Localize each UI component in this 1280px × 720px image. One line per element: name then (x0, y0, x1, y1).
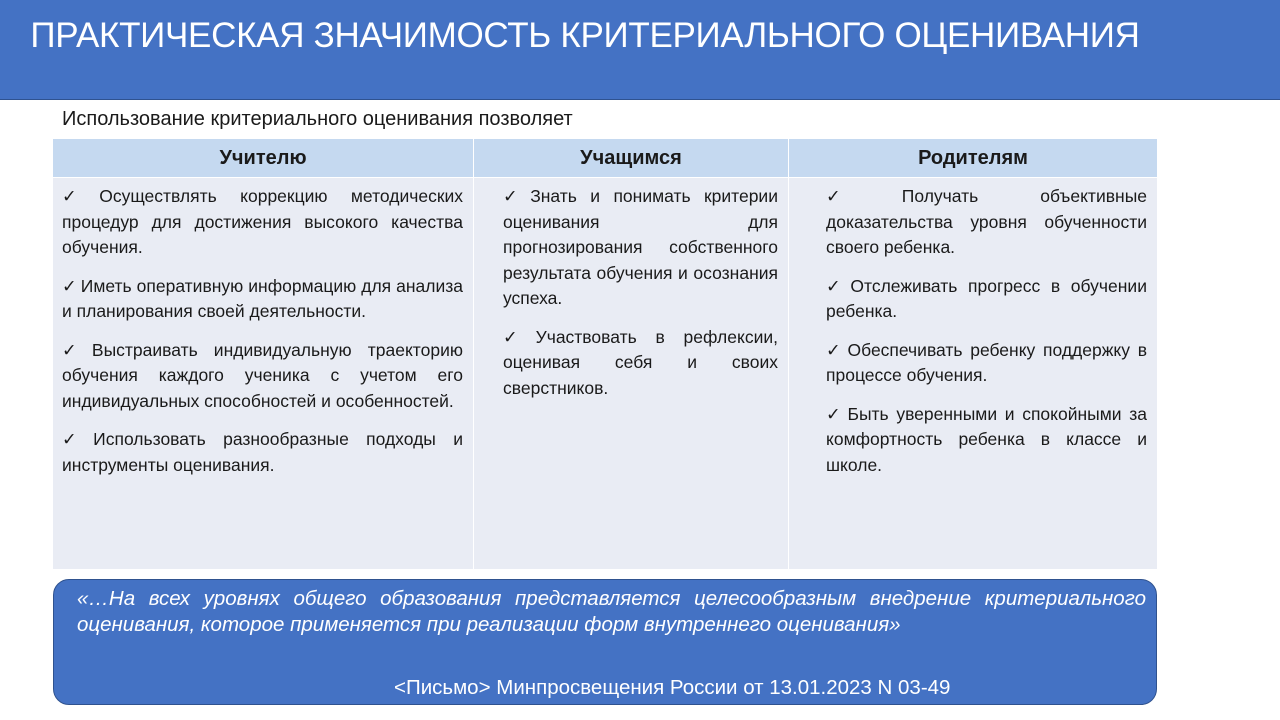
column-header-parents: Родителям (789, 139, 1157, 177)
title-banner (0, 0, 1280, 100)
list-item: ✓ Знать и понимать критерии оценивания для прогнозирования собственного результата обучения и осознания успеха. (503, 186, 778, 308)
list-item: ✓ Осуществлять коррекцию методических процедур для достижения высокого качества обучения. (62, 186, 463, 257)
checkmark-icon: ✓ (62, 186, 96, 206)
checkmark-icon: ✓ (503, 326, 532, 347)
checkmark-icon: ✓ (62, 339, 88, 360)
checkmark-icon: ✓ (826, 403, 844, 424)
checkmark-icon: ✓ (826, 339, 844, 360)
quote-box (53, 579, 1157, 705)
list-item: ✓ Выстраивать индивидуальную траекторию обучения каждого ученика с учетом его индивидуальных способностей и особенностей. (62, 339, 463, 411)
column-body-students (474, 178, 789, 569)
column-header-teacher: Учителю (53, 139, 474, 177)
list-item: ✓ Иметь оперативную информацию для анализа и планирования своей деятельности. (62, 275, 463, 321)
quote-text: «…На всех уровнях общего образования представляется целесообразным внедрение критериального оценивания, которое применяется при реализации форм внутреннего оценивания» (77, 587, 1146, 636)
checkmark-icon: ✓ (826, 275, 847, 296)
list-item: ✓ Отслеживать прогресс в обучении ребенка. (826, 275, 1147, 321)
list-item: ✓ Использовать разнообразные подходы и инструменты оценивания. (62, 429, 463, 475)
column-body-teacher (53, 178, 474, 569)
list-item: ✓ Быть уверенными и спокойными за комфортность ребенка в классе и школе. (826, 403, 1147, 475)
checkmark-icon: ✓ (62, 275, 77, 296)
list-item: ✓ Получать объективные доказательства уровня обученности своего ребенка. (826, 186, 1147, 257)
checkmark-icon: ✓ (62, 429, 90, 449)
criteria-table (53, 139, 1157, 569)
slide-title: ПРАКТИЧЕСКАЯ ЗНАЧИМОСТЬ КРИТЕРИАЛЬНОГО ОЦЕНИВАНИЯ (30, 16, 1140, 55)
checkmark-icon: ✓ (503, 186, 527, 206)
column-header-students: Учащимся (474, 139, 789, 177)
intro-text: Использование критериального оценивания позволяет (62, 108, 573, 130)
list-item: ✓ Участвовать в рефлексии, оценивая себя и своих сверстников. (503, 326, 778, 398)
checkmark-icon: ✓ (826, 186, 898, 206)
list-item: ✓ Обеспечивать ребенку поддержку в процессе обучения. (826, 339, 1147, 385)
quote-source: <Письмо> Минпросвещения России от 13.01.2023 N 03-49 (394, 676, 951, 699)
column-body-parents (789, 178, 1157, 569)
